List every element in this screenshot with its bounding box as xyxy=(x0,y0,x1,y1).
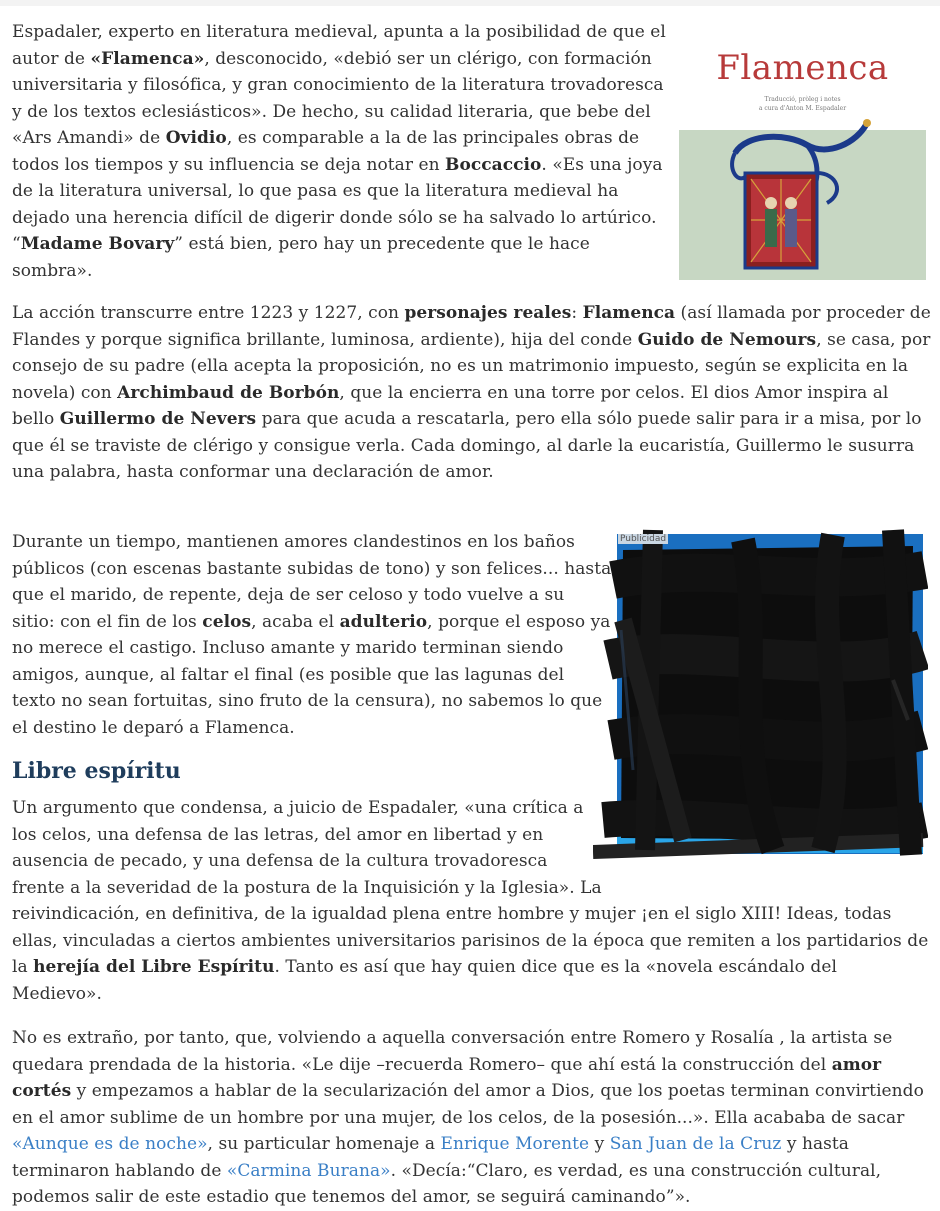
bold-herejia: herejía del Libre Espíritu xyxy=(33,957,275,977)
bold-archimbaud: Archimbaud de Borbón xyxy=(117,382,340,403)
link-enrique-morente[interactable]: Enrique Morente xyxy=(440,1134,590,1154)
bold-ovidio: Ovidio xyxy=(165,128,227,148)
text-run: Un argumento que condensa, a juicio de Espadaler, «una crítica a los celos, una defensa de las letras, del amor en libertad y en ausencia de pecado, y una defensa de la cultura trovadoresca frente a la severidad de la postura de la Inquisición y la Iglesia». La reivindicación, en definitiva, de la igualdad plena entre hombre y mujer ¡en el siglo XIII! Ideas, todas ellas, vinculadas a ciertos ambientes universitarios parisinos de la época que remiten a los partidarios de la xyxy=(12,798,929,977)
link-aunque-es-de-noche[interactable]: «Aunque es de noche» xyxy=(12,1134,208,1154)
bold-flamenca: «Flamenca» xyxy=(90,48,205,69)
paragraph-espadaler xyxy=(12,19,667,284)
link-san-juan-de-la-cruz[interactable]: San Juan de la Cruz xyxy=(609,1134,782,1154)
ad-wrap-spacer xyxy=(602,795,932,900)
section-heading: Libre espíritu xyxy=(12,758,181,784)
text-run: Espadaler, experto en literatura medieval, apunta a la posibilidad de que el autor de xyxy=(12,22,666,69)
text-run: y hasta terminaron hablando de xyxy=(12,1134,849,1181)
text-run: , es comparable a la de las principales obras de todos los tiempos y su influencia se deja notar en xyxy=(12,128,640,175)
text-run: Durante un tiempo, mantienen amores clandestinos en los baños públicos (con escenas bastante subidas de tono) y son felices... hasta que el marido, de repente, deja de ser celoso y todo vuelve a su sitio: con el fin de los xyxy=(12,532,612,632)
cover-subtitle: a cura d'Anton M. Espadaler xyxy=(758,105,847,112)
link-carmina-burana[interactable]: «Carmina Burana» xyxy=(226,1160,391,1181)
bold-madame-bovary: Madame Bovary xyxy=(20,234,175,254)
bold-amor-cortes: amor cortés xyxy=(12,1054,882,1101)
text-run: . «Decía:“Claro, es verdad, es una construcción cultural, podemos salir de este estadio que tenemos del amor, se seguirá caminando”». xyxy=(12,1160,882,1207)
text-run: : xyxy=(571,303,583,323)
bold-adulterio: adulterio xyxy=(339,611,428,632)
cover-title: Flamenca xyxy=(716,48,889,88)
text-run: ” está bien, pero hay un precedente que le hace sombra». xyxy=(12,234,590,281)
text-run: , desconocido, «debió ser un clérigo, con formación universitaria y filosófica, y gran conocimiento de la literatura trovadoresca y de los textos eclesiásticos». De hecho, su calidad literaria, que bebe del «Ars Amandi» de xyxy=(12,48,664,148)
paragraph-argumento xyxy=(12,795,932,1007)
book-cover-image xyxy=(679,30,926,280)
paragraph-accion xyxy=(12,300,932,486)
text-run: para que acuda a rescatarla, pero ella sólo puede salir para ir a misa, por lo que él se traviste de clérigo y consigue verla. Cada domingo, al darle la eucaristía, Guillermo le susurra una palabra, hasta conformar una declaración de amor. xyxy=(12,409,922,482)
bold-boccaccio: Boccaccio xyxy=(445,154,542,175)
ad-label: Publicidad xyxy=(620,534,667,544)
paragraph-conversacion xyxy=(12,1025,932,1211)
text-run: La acción transcurre entre 1223 y 1227, con xyxy=(12,303,405,323)
text-run: . «Es una joya de la literatura universal, lo que pasa es que la literatura medieval ha dejado una herencia difícil de digerir donde sólo se ha salvado lo artúrico. “ xyxy=(12,154,663,254)
text-run: (así llamada por proceder de Flandes y porque significa brillante, luminosa, ardiente), hija del conde xyxy=(12,303,931,350)
cover-subtitle: Traducció, pròleg i notes xyxy=(764,96,841,103)
text-run: , se casa, por consejo de su padre (ella acepta la proposición, no es un matrimonio impuesto, según se explicita en la novela) con xyxy=(12,329,931,403)
text-run: , que la encierra en una torre por celos. El dios Amor inspira al bello xyxy=(12,382,889,429)
text-run: . Tanto es así que hay quien dice que es la «novela escándalo del Medievo». xyxy=(12,957,837,1004)
text-run: No es extraño, por tanto, que, volviendo a aquella conversación entre Romero y Rosalía , la artista se quedara prendada de la historia. «Le dije –recuerda Romero– que ahí está la construcción del xyxy=(12,1028,893,1075)
bold-personajes-reales: personajes reales xyxy=(404,303,572,323)
text-run: , porque el esposo ya no merece el castigo. Incluso amante y marido terminan siendo amigos, aunque, al faltar el final (es posible que las lagunas del texto no sean fortuitas, sino fruto de la censura), no sabemos lo que el destino le deparó a Flamenca. xyxy=(12,611,611,738)
text-run: , su particular homenaje a xyxy=(207,1134,441,1154)
bold-flamenca: Flamenca xyxy=(582,303,676,323)
bold-guido-de-nemours: Guido de Nemours xyxy=(637,329,817,350)
text-run: , acaba el xyxy=(251,611,340,632)
paragraph-amores-clandestinos xyxy=(12,529,612,741)
text-run: y xyxy=(589,1134,610,1154)
top-bar xyxy=(0,0,940,6)
bold-celos: celos xyxy=(202,611,252,632)
text-run: y empezamos a hablar de la secularización del amor a Dios, que los poetas terminan convirtiendo en el amor sublime de un hombre por una mujer, de los celos, de la posesión...». Ella acababa de sacar xyxy=(12,1081,924,1128)
illuminated-initial-icon xyxy=(727,113,877,273)
bold-guillermo-de-nevers: Guillermo de Nevers xyxy=(59,409,257,429)
